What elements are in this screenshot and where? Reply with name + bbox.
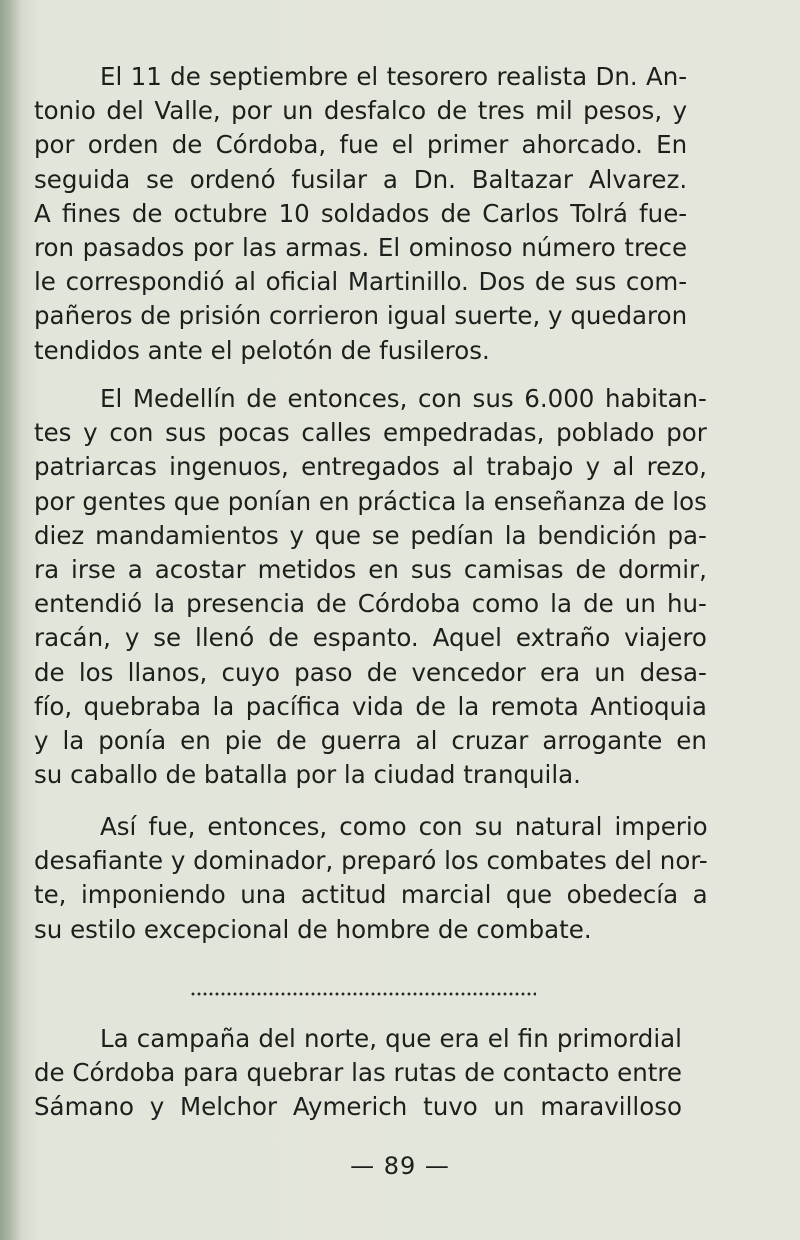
text-line: A fines de octubre 10 soldados de Carlos Tolrá fue- — [34, 198, 688, 228]
text-line: y la ponía en pie de guerra al cruzar arrogante en — [34, 726, 707, 756]
text-line: fío, quebraba la pacífica vida de la remota Antioquia — [34, 691, 707, 721]
text-line: El Medellín de entonces, con sus 6.000 habitan- — [100, 384, 707, 413]
text-line: ron pasados por las armas. El ominoso número trece — [34, 233, 688, 263]
text-line: Sámano y Melchor Aymerich tuvo un maravilloso — [34, 1092, 682, 1122]
text-line: su estilo excepcional de hombre de combate. — [34, 914, 592, 944]
text-line: tonio del Valle, por un desfalco de tres mil pesos, y — [34, 96, 688, 126]
text-line: tendidos ante el pelotón de fusileros. — [34, 335, 490, 365]
text-line: le correspondió al oficial Martinillo. Dos de sus com- — [34, 267, 688, 297]
text-line: su caballo de batalla por la ciudad tranquila. — [34, 760, 581, 790]
text-line: El 11 de septiembre el tesorero realista Dn. An- — [100, 62, 688, 91]
spine-shadow — [0, 0, 22, 1240]
dotted-separator — [190, 992, 536, 996]
text-line: por gentes que ponían en práctica la enseñanza de los — [34, 486, 707, 516]
text-line: pañeros de prisión corrieron igual suerte, y quedaron — [34, 301, 688, 331]
text-line: patriarcas ingenuos, entregados al trabajo y al rezo, — [34, 452, 707, 482]
text-line: de Córdoba para quebrar las rutas de contacto entre — [34, 1058, 682, 1088]
text-line: Así fue, entonces, como con su natural imperio — [100, 812, 708, 841]
paragraph-3 — [34, 810, 708, 947]
text-line: te, imponiendo una actitud marcial que obedecía a — [34, 880, 708, 910]
text-line: por orden de Córdoba, fue el primer ahorcado. En — [34, 130, 688, 160]
text-line: diez mandamientos y que se pedían la bendición pa- — [34, 520, 707, 550]
text-line: racán, y se llenó de espanto. Aquel extraño viajero — [34, 623, 707, 653]
text-line: seguida se ordenó fusilar a Dn. Baltazar Alvarez. — [34, 164, 688, 194]
text-line: de los llanos, cuyo paso de vencedor era un desa- — [34, 657, 707, 687]
paragraph-1 — [34, 60, 687, 368]
paragraph-4 — [34, 1022, 682, 1125]
text-line: ra irse a acostar metidos en sus camisas de dormir, — [34, 555, 707, 585]
paragraph-2 — [34, 382, 707, 792]
text-line: La campaña del norte, que era el fin primordial — [100, 1024, 682, 1053]
text-line: entendió la presencia de Córdoba como la de un hu- — [34, 589, 707, 619]
page-number: — 89 — — [350, 1152, 450, 1180]
text-line: tes y con sus pocas calles empedradas, poblado por — [34, 418, 707, 448]
text-line: desafiante y dominador, preparó los combates del nor- — [34, 846, 708, 876]
